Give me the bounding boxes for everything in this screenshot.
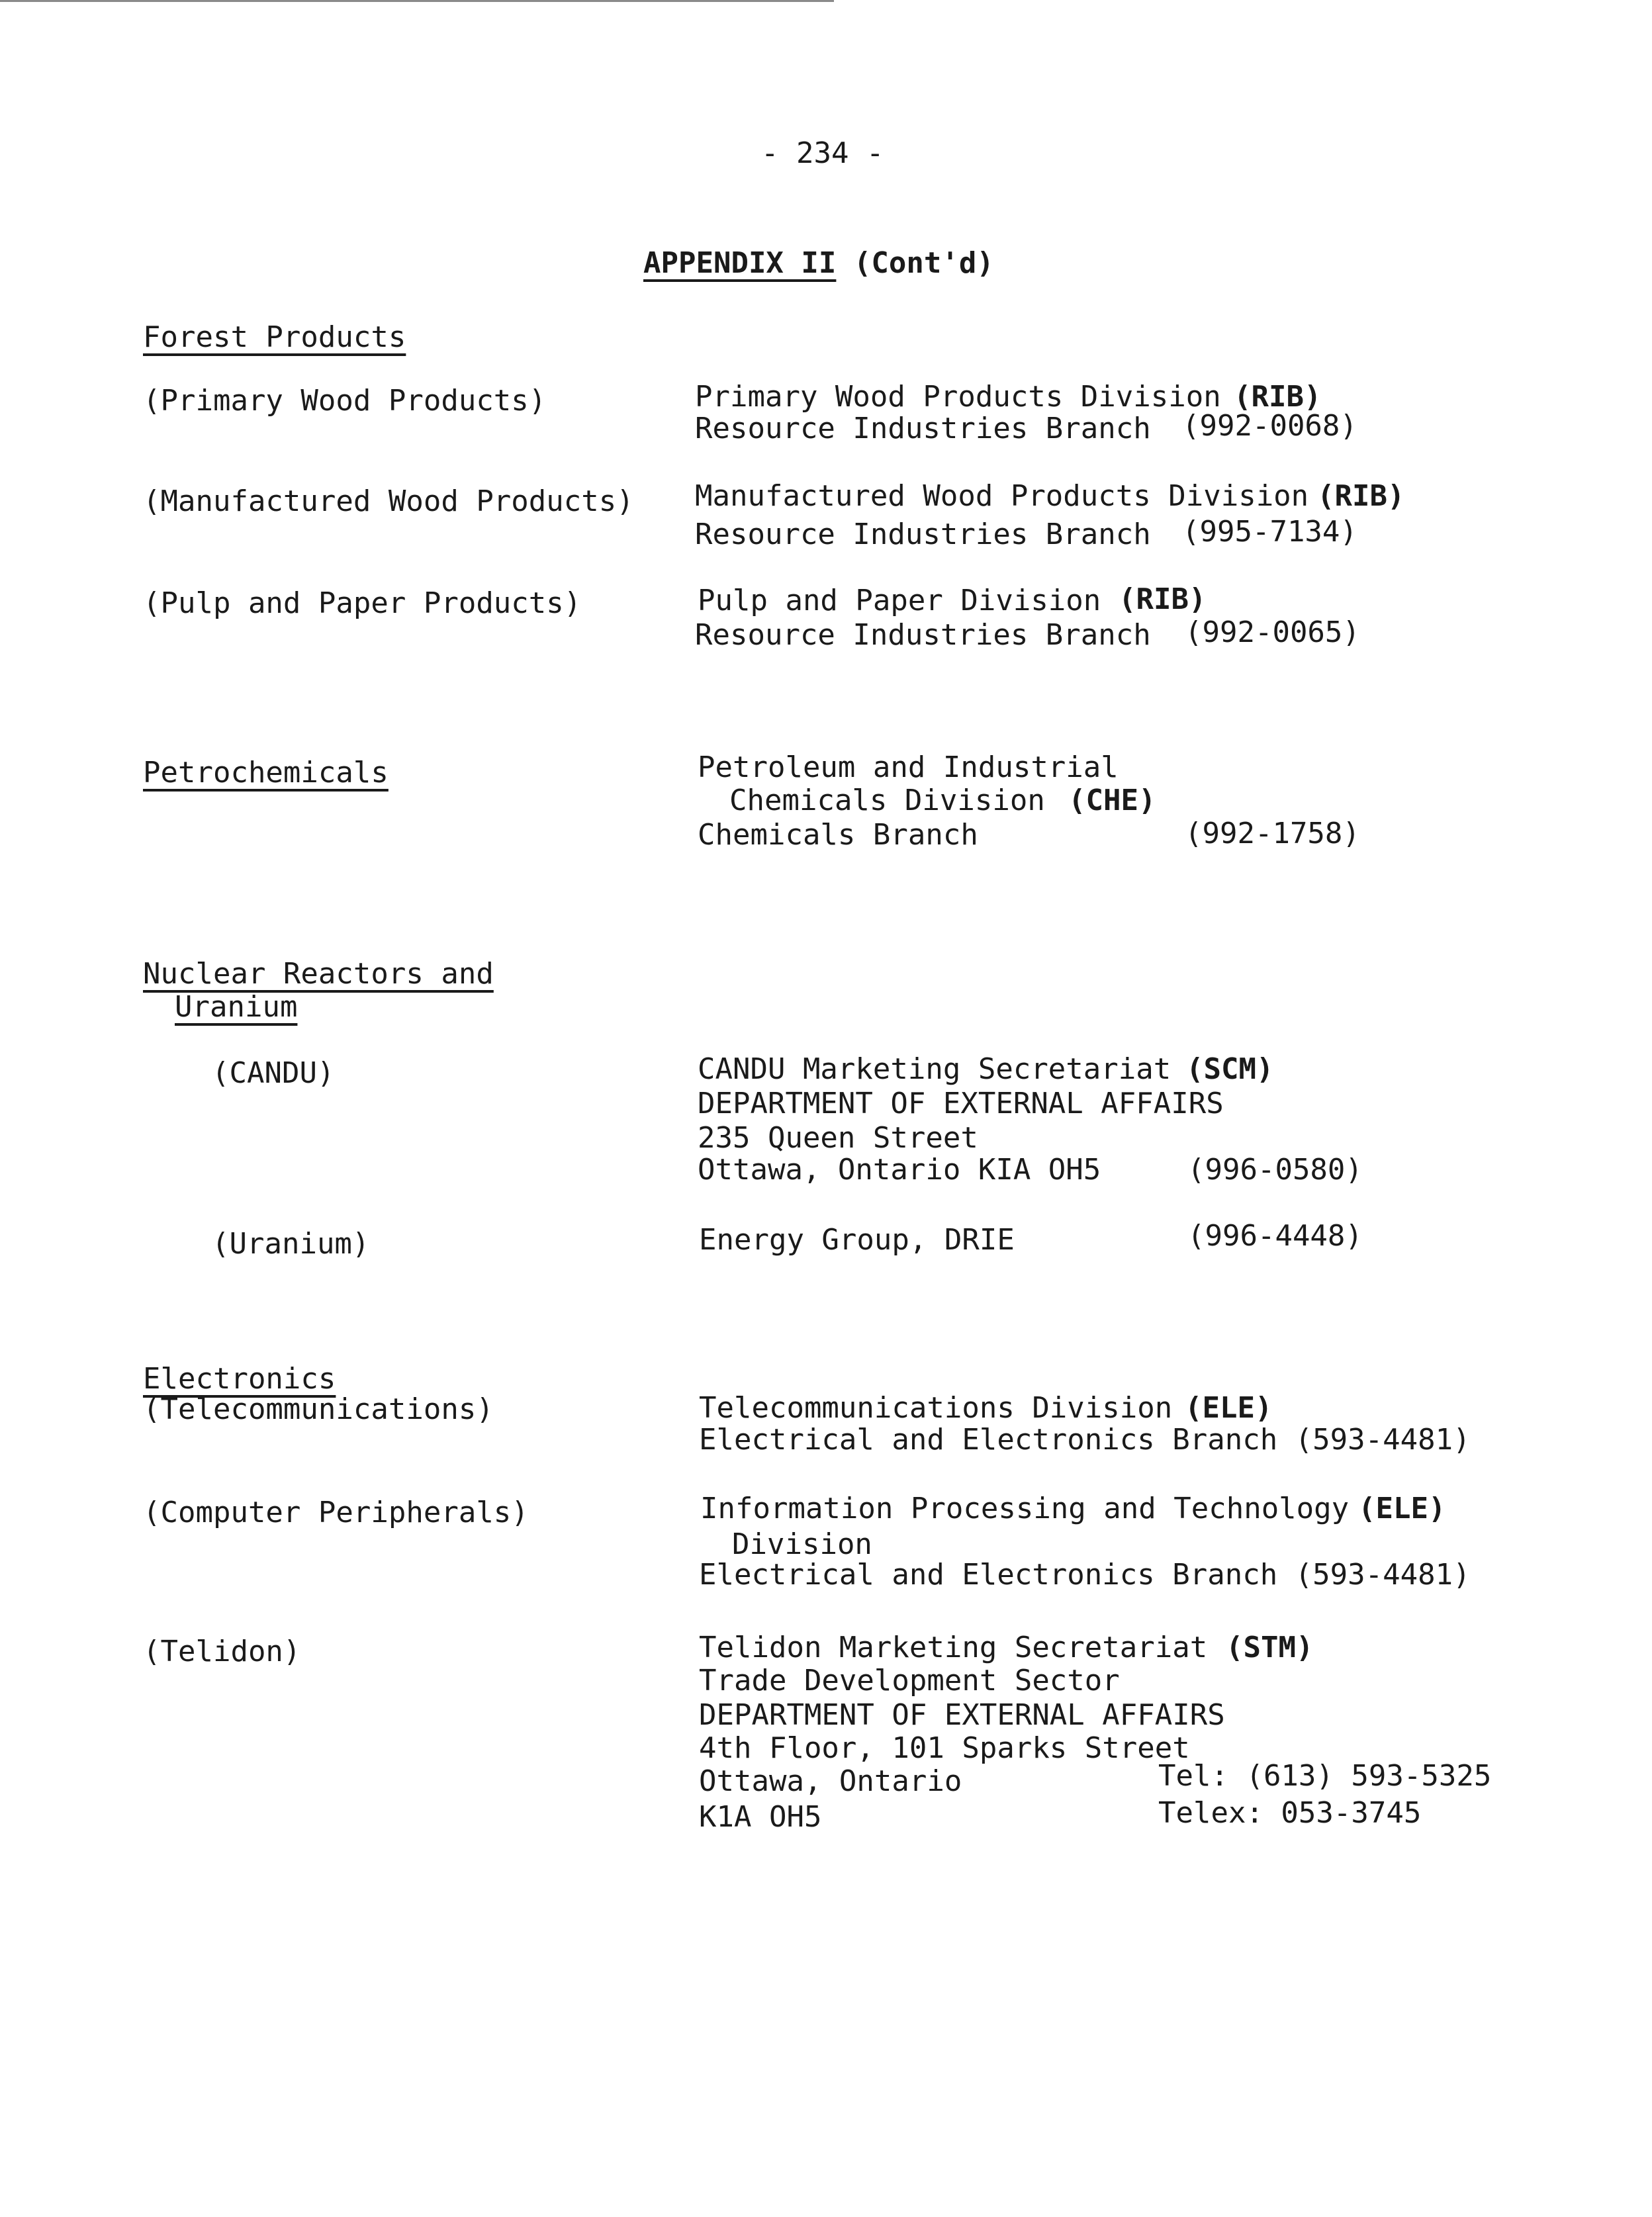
telecom-left: (Telecommunications) [143,1392,494,1426]
forest-row-3-phone: (992-0065) [1185,615,1360,649]
scan-edge-line [0,0,834,2]
uranium-line1: Energy Group, DRIE [699,1223,1015,1257]
page-number: - 234 - [761,136,884,170]
uranium-left: (Uranium) [212,1227,370,1261]
telidon-line5: Ottawa, Ontario [699,1764,962,1798]
nuclear-heading-line2: Uranium [175,990,298,1024]
telidon-line6: K1A OH5 [699,1800,822,1834]
candu-line3: 235 Queen Street [698,1121,978,1155]
forest-row-1-left: (Primary Wood Products) [143,384,547,418]
computer-line3: Electrical and Electronics Branch (593-4481) [699,1558,1471,1592]
telecom-line1: Telecommunications Division [699,1391,1173,1425]
telidon-code: (STM) [1226,1631,1314,1664]
forest-row-1-code: (RIB) [1234,380,1322,414]
forest-row-2-line1: Manufactured Wood Products Division [695,479,1309,513]
nuclear-heading-line1: Nuclear Reactors and [143,957,494,991]
forest-row-1-line1: Primary Wood Products Division [695,380,1221,414]
petro-line3: Chemicals Branch [698,818,978,852]
title-main: APPENDIX II [643,246,837,280]
petro-line1: Petroleum and Industrial [698,750,1119,784]
candu-line2: DEPARTMENT OF EXTERNAL AFFAIRS [698,1087,1224,1120]
forest-row-3-line1: Pulp and Paper Division [698,584,1101,617]
telidon-tel: Tel: (613) 593-5325 [1158,1759,1492,1793]
forest-row-3-code: (RIB) [1119,582,1207,616]
forest-row-1-phone: (992-0068) [1182,409,1357,443]
candu-line4: Ottawa, Ontario KIA OH5 [698,1153,1101,1187]
computer-code: (ELE) [1358,1492,1446,1525]
telidon-line3: DEPARTMENT OF EXTERNAL AFFAIRS [699,1698,1225,1732]
forest-row-2-left: (Manufactured Wood Products) [143,484,634,518]
title-cont: (Cont'd) [853,246,994,280]
forest-row-3-left: (Pulp and Paper Products) [143,586,582,620]
forest-row-2-line2: Resource Industries Branch [695,518,1151,551]
telidon-line2: Trade Development Sector [699,1664,1120,1697]
telidon-telex: Telex: 053-3745 [1158,1796,1422,1830]
telecom-line2: Electrical and Electronics Branch (593-4481) [699,1423,1471,1457]
forest-heading: Forest Products [143,320,406,354]
electronics-heading: Electronics [143,1362,336,1396]
petro-phone: (992-1758) [1185,817,1360,850]
computer-left: (Computer Peripherals) [143,1496,529,1529]
candu-left: (CANDU) [212,1056,335,1090]
petro-heading: Petrochemicals [143,756,389,790]
telidon-left: (Telidon) [143,1635,301,1668]
computer-line2: Division [732,1527,872,1561]
telecom-code: (ELE) [1185,1391,1273,1425]
forest-row-1-line2: Resource Industries Branch [695,412,1151,445]
candu-phone: (996-0580) [1187,1153,1363,1187]
uranium-phone: (996-4448) [1187,1219,1363,1253]
telidon-line1: Telidon Marketing Secretariat [699,1631,1208,1664]
telidon-line4: 4th Floor, 101 Sparks Street [699,1731,1190,1765]
forest-row-3-line2: Resource Industries Branch [695,618,1151,652]
computer-line1: Information Processing and Technology [700,1492,1350,1525]
page-title [643,246,994,281]
candu-code: (SCM) [1186,1052,1274,1086]
candu-line1: CANDU Marketing Secretariat [698,1052,1171,1086]
forest-row-2-phone: (995-7134) [1182,515,1357,549]
petro-code: (CHE) [1068,784,1156,817]
petro-line2: Chemicals Division [729,784,1045,817]
forest-row-2-code: (RIB) [1317,479,1405,513]
